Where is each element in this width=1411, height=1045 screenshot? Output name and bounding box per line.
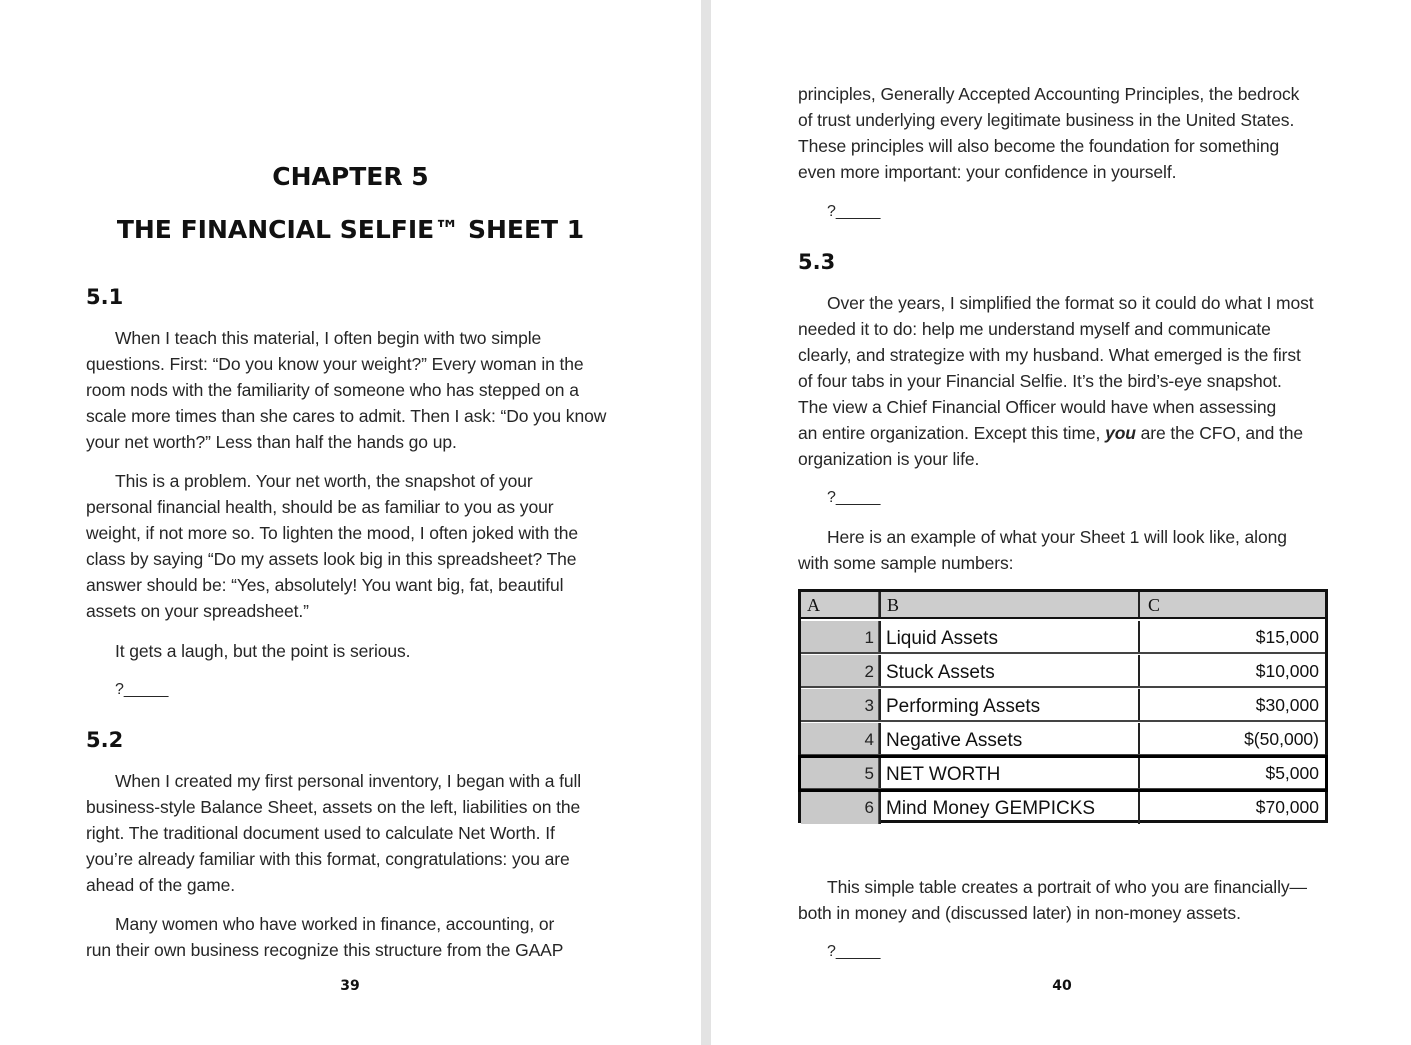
text-line: you’re already familiar with this format, congratulations: you are: [86, 849, 570, 869]
paragraph: [798, 81, 1299, 185]
right-page: [711, 0, 1411, 1045]
row-label: Negative Assets: [879, 723, 1140, 754]
text-fragment: an entire organization. Except this time,: [798, 423, 1106, 443]
paragraph: [798, 290, 1314, 472]
text-line: of four tabs in your Financial Selfie. It’s the bird’s-eye snapshot.: [798, 371, 1282, 391]
text-line: questions. First: “Do you know your weight?” Every woman in the: [86, 354, 584, 374]
row-value: $15,000: [1255, 627, 1319, 647]
row-label: Stuck Assets: [879, 655, 1140, 686]
row-number: 3: [801, 689, 879, 720]
text-line: needed it to do: help me understand myself and communicate: [798, 319, 1271, 339]
row-number: 5: [801, 757, 879, 788]
section-heading-5-2: 5.2: [86, 728, 124, 752]
text-line: answer should be: “Yes, absolutely! You want big, fat, beautiful: [86, 575, 564, 595]
text-line: organization is your life.: [798, 449, 980, 469]
text-line: ahead of the game.: [86, 875, 236, 895]
row-value: $5,000: [1265, 763, 1319, 783]
question-marker: ?_____: [827, 943, 881, 960]
row-number: 6: [801, 791, 879, 824]
table-row: [801, 655, 1325, 688]
net-worth-sheet-table: [798, 589, 1328, 823]
text-line: principles, Generally Accepted Accounting Principles, the bedrock: [798, 84, 1300, 104]
text-line: It gets a laugh, but the point is serious.: [115, 641, 411, 661]
table-row: [801, 621, 1325, 654]
text-line: This simple table creates a portrait of who you are financially—: [827, 877, 1307, 897]
text-line: assets on your spreadsheet.”: [86, 601, 309, 621]
text-line: [798, 420, 1314, 446]
paragraph: [86, 325, 606, 455]
paragraph: [798, 874, 1307, 926]
chapter-title: THE FINANCIAL SELFIE™ SHEET 1: [116, 215, 585, 244]
row-value: $30,000: [1255, 695, 1319, 715]
question-marker: ?_____: [115, 681, 169, 698]
paragraph: [86, 768, 581, 898]
column-header-row: [801, 592, 1325, 619]
section-heading-5-3: 5.3: [798, 250, 836, 274]
text-fragment: are the CFO, and the: [1135, 423, 1304, 443]
text-line: Many women who have worked in finance, accounting, or: [115, 914, 555, 934]
paragraph: [86, 638, 410, 664]
text-line: right. The traditional document used to calculate Net Worth. If: [86, 823, 555, 843]
table-row: [801, 723, 1325, 756]
emphasis-you: you: [1105, 423, 1136, 443]
text-line: with some sample numbers:: [798, 553, 1014, 573]
row-label: Performing Assets: [879, 689, 1140, 720]
page-number: 40: [1052, 978, 1072, 994]
page-number: 39: [340, 978, 360, 994]
left-page: [0, 0, 701, 1045]
text-line: weight, if not more so. To lighten the mood, I often joked with the: [86, 523, 579, 543]
text-line: class by saying “Do my assets look big in this spreadsheet? The: [86, 549, 577, 569]
text-line: The view a Chief Financial Officer would have when assessing: [798, 397, 1277, 417]
row-label: Liquid Assets: [879, 621, 1140, 652]
text-line: When I teach this material, I often begin with two simple: [115, 328, 542, 348]
text-line: Here is an example of what your Sheet 1 will look like, along: [827, 527, 1287, 547]
column-header-b: B: [879, 592, 1140, 617]
text-line: personal financial health, should be as familiar to you as your: [86, 497, 554, 517]
row-value: $70,000: [1255, 797, 1319, 817]
row-number: 1: [801, 621, 879, 652]
row-label: Mind Money GEMPICKS: [879, 791, 1140, 824]
text-line: This is a problem. Your net worth, the snapshot of your: [115, 471, 533, 491]
question-marker: ?_____: [827, 203, 881, 220]
row-value: $10,000: [1255, 661, 1319, 681]
text-line: both in money and (discussed later) in non-money assets.: [798, 903, 1241, 923]
text-line: run their own business recognize this structure from the GAAP: [86, 940, 564, 960]
table-row: [801, 791, 1325, 824]
paragraph: [86, 911, 563, 963]
text-line: your net worth?” Less than half the hands go up.: [86, 432, 457, 452]
book-gutter: [701, 0, 711, 1045]
text-line: business-style Balance Sheet, assets on the left, liabilities on the: [86, 797, 581, 817]
column-header-a: A: [801, 592, 879, 617]
text-line: room nods with the familiarity of someone who has stepped on a: [86, 380, 579, 400]
table-row: [801, 689, 1325, 722]
text-line: clearly, and strategize with my husband. What emerged is the first: [798, 345, 1301, 365]
paragraph: [86, 468, 578, 624]
row-label: NET WORTH: [879, 757, 1140, 788]
section-heading-5-1: 5.1: [86, 285, 124, 309]
text-line: When I created my first personal inventory, I began with a full: [115, 771, 582, 791]
question-marker: ?_____: [827, 489, 881, 506]
row-value: $(50,000): [1244, 729, 1319, 749]
chapter-label: CHAPTER 5: [272, 162, 429, 191]
text-line: Over the years, I simplified the format so it could do what I most: [827, 293, 1314, 313]
table-row-net-worth: [801, 757, 1325, 790]
text-line: scale more times than she cares to admit. Then I ask: “Do you know: [86, 406, 607, 426]
column-header-c: C: [1148, 595, 1161, 615]
paragraph: [798, 524, 1287, 576]
row-number: 2: [801, 655, 879, 686]
row-number: 4: [801, 723, 879, 754]
text-line: even more important: your confidence in yourself.: [798, 162, 1177, 182]
text-line: of trust underlying every legitimate business in the United States.: [798, 110, 1295, 130]
text-line: These principles will also become the foundation for something: [798, 136, 1280, 156]
